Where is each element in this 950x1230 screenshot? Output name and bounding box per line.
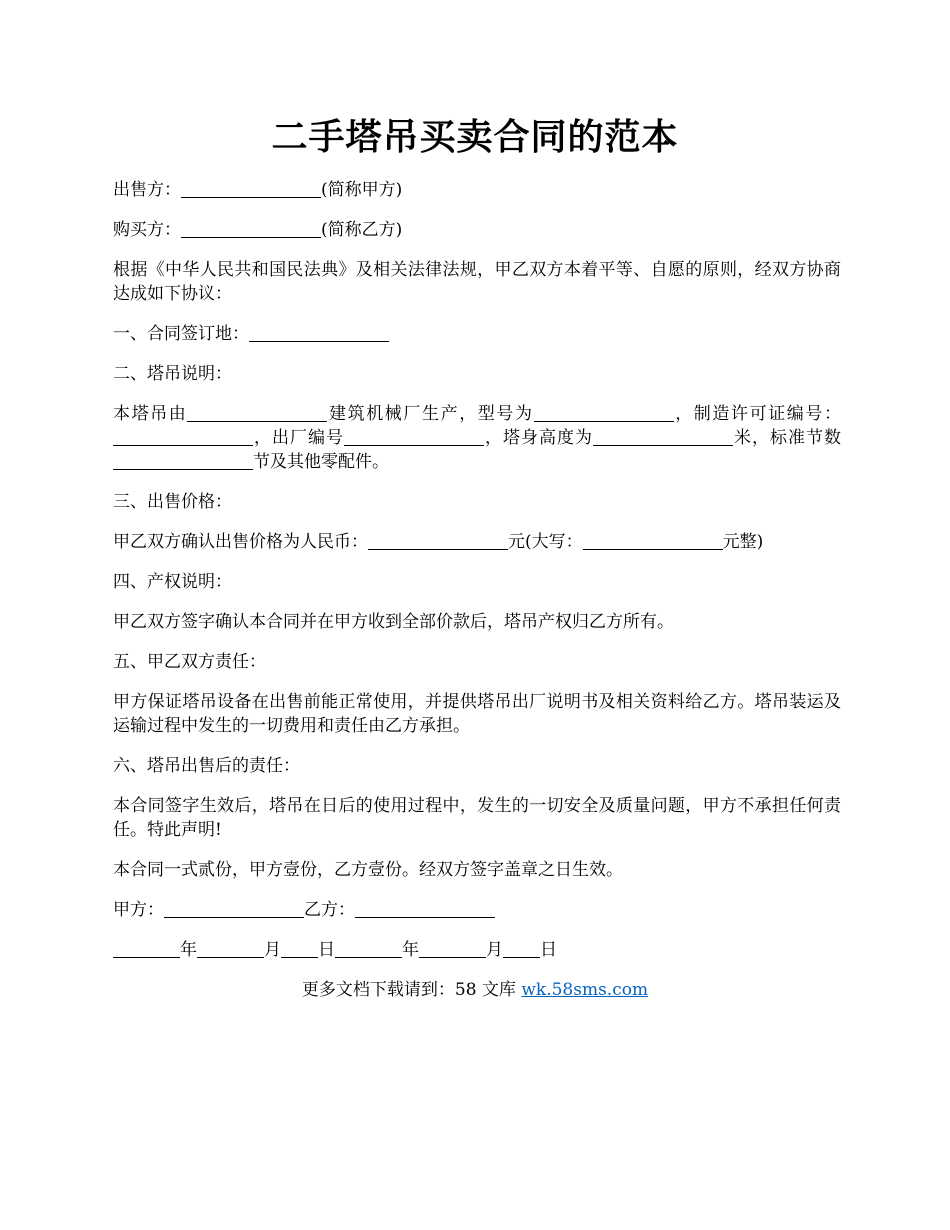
text-run: 元(大写： [508,532,583,552]
price-uppercase-blank [583,531,723,550]
section-6-body: 本合同签字生效后，塔吊在日后的使用过程中，发生的一切安全及质量问题，甲方不承担任何责任。特此声明! [113,796,841,840]
price-blank [368,531,508,550]
intro-paragraph: 根据《中华人民共和国民法典》及相关法律法规，甲乙双方本着平等、自愿的原则，经双方协商达成如下协议： [113,260,841,304]
text-run: 本塔吊由 [113,404,188,424]
seller-blank [181,179,321,198]
party-a-signature-blank [164,899,304,918]
year-label: 年 [180,940,197,960]
signing-place-blank [249,323,389,342]
section-2-heading: 二、塔吊说明： [113,364,232,384]
day-blank [281,939,318,958]
license-number-blank [113,427,253,446]
year-blank [113,939,180,958]
party-b-signature-blank [355,899,495,918]
text-run: ，塔身高度为 [484,428,593,448]
section-count-blank [113,451,253,470]
manufacturer-blank [187,403,327,422]
section-1-heading: 一、合同签订地： [113,324,249,344]
buyer-label: 购买方： [113,220,181,240]
section-1-line [113,322,841,346]
month-label: 月 [486,940,503,960]
model-blank [534,403,674,422]
text-run: ，出厂编号 [253,428,344,448]
day-label: 日 [540,940,557,960]
party-b-label: 乙方： [304,900,355,920]
month-blank [419,939,486,958]
signature-line [113,898,841,922]
document-title: 二手塔吊买卖合同的范本 [271,116,679,158]
buyer-suffix: (简称乙方) [321,220,403,240]
section-5-heading: 五、甲乙双方责任： [113,652,266,672]
seller-line [113,178,841,202]
section-4-heading: 四、产权说明： [113,572,232,592]
text-run: 甲乙双方确认出售价格为人民币： [113,532,368,552]
seller-label: 出售方： [113,180,181,200]
section-3-heading: 三、出售价格： [113,492,232,512]
text-run: 节及其他零配件。 [253,452,389,472]
footer-text: 更多文档下载请到：58 文库 [301,980,522,1000]
month-blank [197,939,264,958]
date-line [113,938,841,962]
section-6-heading: 六、塔吊出售后的责任： [113,756,300,776]
section-4-body: 甲乙双方签字确认本合同并在甲方收到全部价款后，塔吊产权归乙方所有。 [113,612,674,632]
copies-paragraph: 本合同一式贰份，甲方壹份，乙方壹份。经双方签字盖章之日生效。 [113,860,623,880]
party-a-label: 甲方： [113,900,164,920]
text-run: 建筑机械厂生产，型号为 [327,404,534,424]
section-2-body [113,402,841,474]
section-5-body: 甲方保证塔吊设备在出售前能正常使用，并提供塔吊出厂说明书及相关资料给乙方。塔吊装运及运输过程中发生的一切费用和责任由乙方承担。 [113,692,841,736]
footer-note [0,978,950,1002]
month-label: 月 [264,940,281,960]
year-blank [335,939,402,958]
text-run: 米，标准节数 [733,428,841,448]
day-blank [503,939,540,958]
tower-height-blank [593,427,733,446]
text-run: 元整) [722,532,764,552]
buyer-blank [181,219,321,238]
seller-suffix: (简称甲方) [321,180,403,200]
section-3-body [113,530,841,554]
year-label: 年 [402,940,419,960]
buyer-line [113,218,841,242]
serial-number-blank [344,427,484,446]
text-run: ，制造许可证编号： [673,404,842,424]
footer-link[interactable]: wk.58sms.com [521,980,649,1000]
contract-body [113,178,841,978]
day-label: 日 [318,940,335,960]
